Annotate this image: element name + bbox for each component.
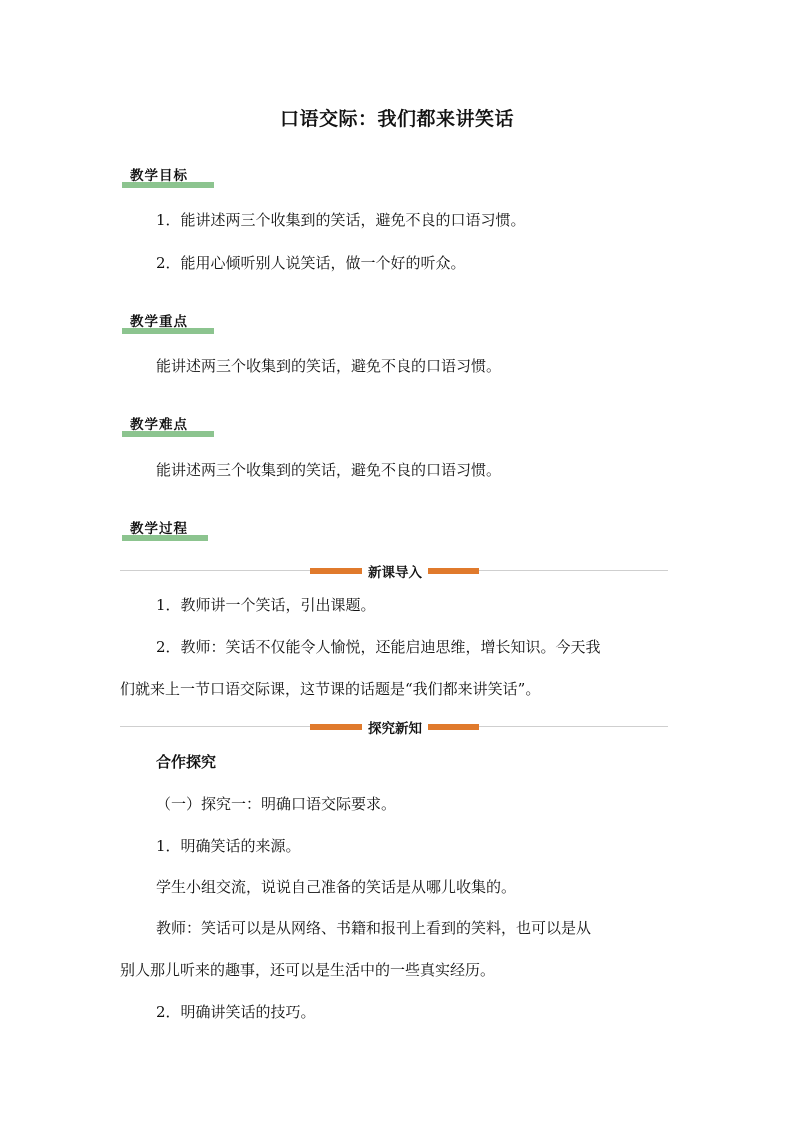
goal-item: 2．能用心倾听别人说笑话，做一个好的听众。 [156, 254, 466, 272]
section-heading-label: 教学重点 [130, 314, 188, 330]
intro-item: 1．教师讲一个笑话，引出课题。 [156, 596, 376, 614]
intro-item: 2．教师：笑话不仅能令人愉悦，还能启迪思维，增长知识。今天我 [156, 638, 601, 656]
section-heading-difficulties [122, 413, 214, 437]
section-heading-label: 教学过程 [130, 521, 188, 537]
divider-accent-right [426, 568, 479, 574]
section-heading-label: 教学目标 [130, 168, 188, 184]
page-title: 口语交际：我们都来讲笑话 [279, 108, 514, 130]
divider-accent-left [310, 724, 366, 730]
divider-accent-right [426, 724, 479, 730]
section-divider-intro [120, 564, 668, 581]
section-divider-explore [120, 720, 668, 737]
section-heading-label: 教学难点 [130, 417, 188, 433]
explore-item: 2．明确讲笑话的技巧。 [156, 1003, 316, 1021]
key-points-text: 能讲述两三个收集到的笑话，避免不良的口语习惯。 [156, 357, 502, 375]
explore-teacher-text: 教师：笑话可以是从网络、书籍和报刊上看到的笑料，也可以是从 [156, 919, 592, 937]
section-heading-goals [122, 164, 214, 188]
explore-subheading: （一）探究一：明确口语交际要求。 [156, 795, 397, 813]
section-heading-process [122, 517, 208, 541]
intro-item-continued: 们就来上一节口语交际课，这节课的话题是“我们都来讲笑话”。 [120, 680, 541, 698]
difficulties-text: 能讲述两三个收集到的笑话，避免不良的口语习惯。 [156, 461, 502, 479]
goal-item: 1．能讲述两三个收集到的笑话，避免不良的口语习惯。 [156, 211, 526, 229]
divider-label: 探究新知 [362, 717, 428, 737]
explore-student-text: 学生小组交流，说说自己准备的笑话是从哪儿收集的。 [156, 878, 517, 896]
section-heading-key-points [122, 310, 214, 334]
divider-label: 新课导入 [362, 561, 428, 581]
divider-accent-left [310, 568, 366, 574]
explore-heading: 合作探究 [156, 753, 217, 771]
explore-item: 1．明确笑话的来源。 [156, 837, 301, 855]
explore-teacher-text-continued: 别人那儿听来的趣事，还可以是生活中的一些真实经历。 [120, 961, 496, 979]
